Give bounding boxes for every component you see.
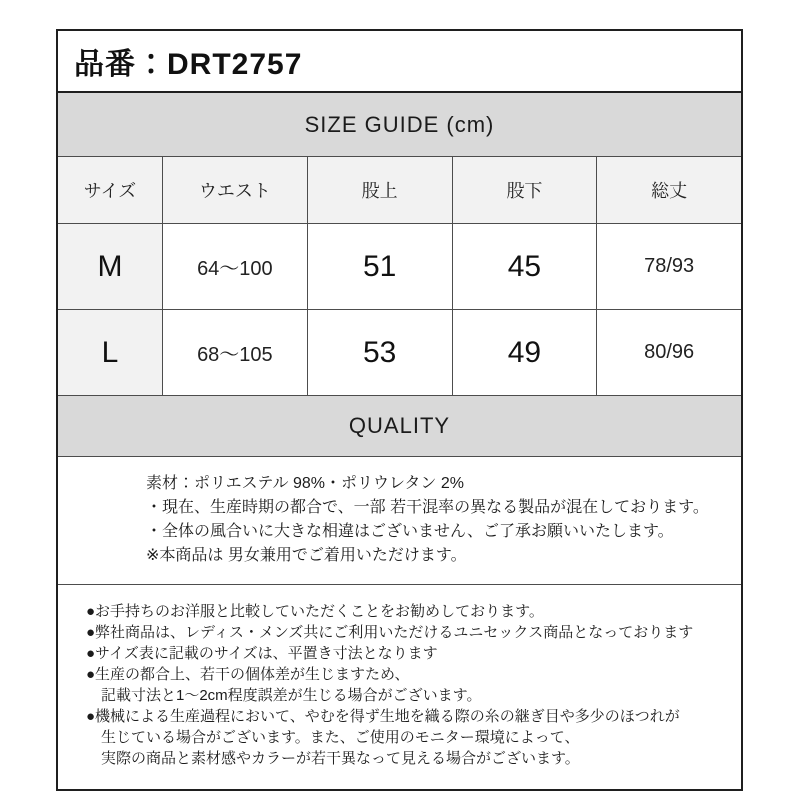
- quality-header: [58, 395, 741, 457]
- note-line-2: ●弊社商品は、レディス・メンズ共にご利用いただけるユニセックス商品となっております: [86, 624, 694, 641]
- product-spec-sheet: [56, 29, 743, 791]
- unisex-note-line: ※本商品は 男女兼用でご着用いただけます。: [146, 547, 467, 564]
- note-line-5-continued: 生じている場合がございます。また、ご使用のモニター環境によって、: [101, 729, 580, 746]
- l-rise-value: 53: [307, 310, 452, 396]
- size-table-header-row: [58, 157, 741, 224]
- table-row-m: [58, 224, 741, 310]
- col-header-size: サイズ: [58, 157, 162, 224]
- size-guide-header: [58, 93, 741, 157]
- size-table: [58, 157, 741, 395]
- product-number: 品番：DRT2757: [74, 48, 303, 81]
- col-header-length: 総丈: [597, 157, 741, 224]
- note-line-1: ●お手持ちのお洋服と比較していただくことをお勧めしております。: [86, 603, 544, 620]
- size-m-label: M: [58, 224, 162, 310]
- m-inseam-value: 45: [452, 224, 597, 310]
- col-header-waist: ウエスト: [162, 157, 307, 224]
- quality-note-line-1: ・現在、生産時期の都合で、一部 若干混率の異なる製品が混在しております。: [146, 499, 709, 516]
- product-number-box: [58, 31, 741, 93]
- size-l-label: L: [58, 310, 162, 396]
- note-line-4-continued: 記載寸法と1～2cm程度誤差が生じる場合がございます。: [101, 687, 482, 704]
- quality-title: QUALITY: [348, 413, 451, 438]
- quality-note-line-2: ・全体の風合いに大きな相違はございません、ご了承お願いいたします。: [146, 523, 674, 540]
- m-rise-value: 51: [307, 224, 452, 310]
- note-line-3: ●サイズ表に記載のサイズは、平置き寸法となります: [86, 645, 438, 662]
- col-header-rise: 股上: [307, 157, 452, 224]
- l-length-value: 80/96: [597, 310, 741, 396]
- quality-details: [58, 457, 741, 585]
- material-line: 素材：ポリエステル 98%・ポリウレタン 2%: [146, 475, 464, 492]
- note-line-5: ●機械による生産過程において、やむを得ず生地を織る際の糸の継ぎ目や多少のほつれが: [86, 708, 680, 725]
- general-notes: [58, 585, 741, 789]
- l-waist-value: 68～105: [162, 310, 307, 396]
- table-row-l: [58, 310, 741, 396]
- m-length-value: 78/93: [597, 224, 741, 310]
- l-inseam-value: 49: [452, 310, 597, 396]
- note-line-4: ●生産の都合上、若干の個体差が生じますため、: [86, 666, 410, 683]
- m-waist-value: 64～100: [162, 224, 307, 310]
- col-header-inseam: 股下: [452, 157, 597, 224]
- note-line-5-continued-2: 実際の商品と素材感やカラーが若干異なって見える場合がございます。: [101, 750, 580, 767]
- size-guide-title: SIZE GUIDE (cm): [304, 111, 495, 137]
